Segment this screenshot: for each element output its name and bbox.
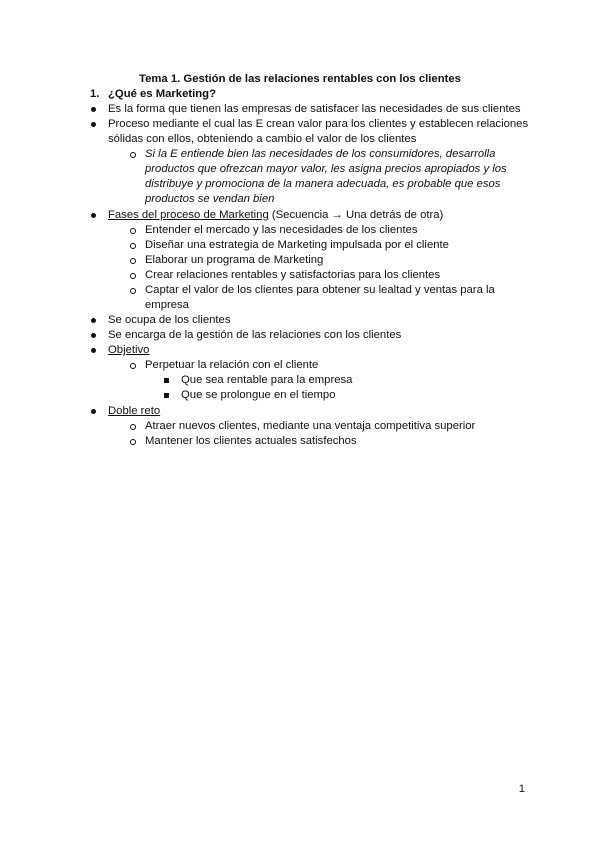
objective-sub-2: Que se prolongue en el tiempo xyxy=(181,389,336,401)
bullet-circle-icon xyxy=(130,424,136,430)
objective-item: Perpetuar la relación con el cliente xyxy=(145,359,319,371)
section-title: ¿Qué es Marketing? xyxy=(108,88,216,100)
bullet-disc-icon xyxy=(91,333,96,338)
document-title: Tema 1. Gestión de las relaciones rentables con los clientes xyxy=(139,73,461,85)
bullet-disc-icon xyxy=(91,318,96,323)
challenge-label: Doble reto xyxy=(108,405,161,417)
objective-sub-1: Que sea rentable para la empresa xyxy=(181,374,353,386)
note-line4: productos se vendan bien xyxy=(145,193,275,205)
objective-label: Objetivo xyxy=(108,344,150,356)
note-line1: Si la E entiende bien las necesidades de los consumidores, desarrolla xyxy=(145,148,496,160)
bullet-disc-icon xyxy=(91,409,96,414)
point-clients: Se ocupa de los clientes xyxy=(108,314,231,326)
definition-2-line2: sólidas con ellos, obteniendo a cambio el valor de los clientes xyxy=(108,133,417,145)
bullet-circle-icon xyxy=(130,243,136,249)
phase-1: Entender el mercado y las necesidades de los clientes xyxy=(145,224,418,236)
bullet-circle-icon xyxy=(130,152,136,158)
phases-heading xyxy=(108,208,443,223)
phase-3: Elaborar un programa de Marketing xyxy=(145,254,324,266)
bullet-square-icon xyxy=(164,378,169,383)
bullet-circle-icon xyxy=(130,258,136,264)
phases-suffix: (Secuencia → Una detrás de otra) xyxy=(268,209,444,221)
page-number: 1 xyxy=(518,783,525,795)
bullet-circle-icon xyxy=(130,363,136,369)
phase-5-line1: Captar el valor de los clientes para obtener su lealtad y ventas para la xyxy=(145,284,495,296)
bullet-circle-icon xyxy=(130,273,136,279)
bullet-circle-icon xyxy=(130,288,136,294)
bullet-square-icon xyxy=(164,393,169,398)
definition-1: Es la forma que tienen las empresas de satisfacer las necesidades de sus clientes xyxy=(108,103,521,115)
point-management: Se encarga de la gestión de las relaciones con los clientes xyxy=(108,329,402,341)
challenge-1: Atraer nuevos clientes, mediante una ventaja competitiva superior xyxy=(145,420,476,432)
bullet-disc-icon xyxy=(91,213,96,218)
bullet-circle-icon xyxy=(130,228,136,234)
section-number: 1. xyxy=(90,88,100,100)
bullet-disc-icon xyxy=(91,348,96,353)
bullet-disc-icon xyxy=(91,122,96,127)
challenge-2: Mantener los clientes actuales satisfechos xyxy=(145,435,357,447)
note-line2: productos que ofrezcan mayor valor, les asigna precios apropiados y los xyxy=(145,163,507,175)
bullet-disc-icon xyxy=(91,107,96,112)
phase-2: Diseñar una estrategia de Marketing impulsada por el cliente xyxy=(145,239,449,251)
definition-2-line1: Proceso mediante el cual las E crean valor para los clientes y establecen relaciones xyxy=(108,118,529,130)
phases-label: Fases del proceso de Marketing xyxy=(108,209,269,221)
phase-5-line2: empresa xyxy=(145,299,189,311)
bullet-circle-icon xyxy=(130,439,136,445)
phase-4: Crear relaciones rentables y satisfactorias para los clientes xyxy=(145,269,441,281)
note-line3: distribuye y promociona de la manera adecuada, es probable que esos xyxy=(145,178,501,190)
